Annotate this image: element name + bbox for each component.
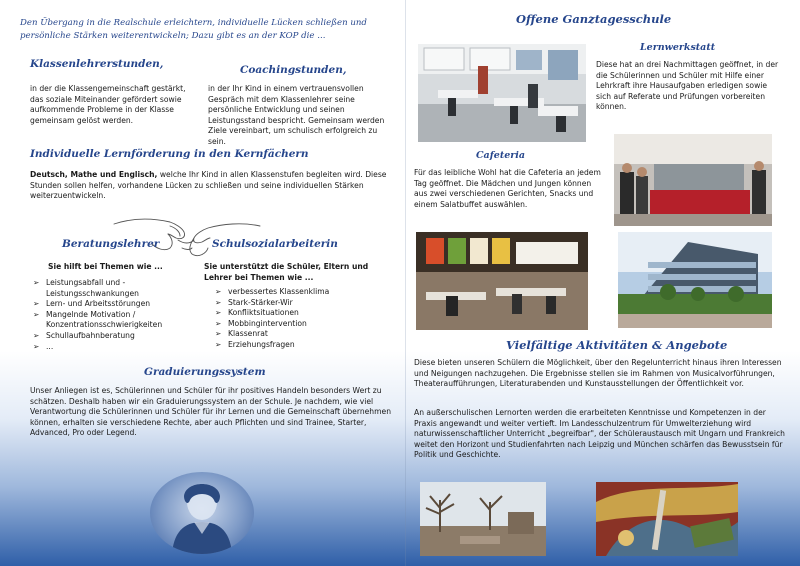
bullet-arrow-icon: ➢	[215, 287, 222, 296]
foerderung-body: welche Ihr Kind in allen Klassenstufen begleiten wird. Diese Stunden sollen helfen, vorhandene Lücken zu schließen und seine individuellen Stärken weiterzuentwickeln.	[30, 170, 387, 201]
bullet-arrow-icon: ➢	[33, 341, 40, 351]
sozial-subheading: Sie unterstützt die Schüler, Eltern und Lehrer bei Themen wie ...	[204, 262, 369, 282]
intro-text: Den Übergang in die Realschule erleichtern, individuelle Lücken schließen und persönliche Stärken weiterentwickeln; Dazu gibt es an der KOP die ...	[20, 17, 367, 41]
beratung-item: ➢ Schullaufbahnberatung	[33, 330, 135, 340]
bullet-arrow-icon: ➢	[33, 278, 40, 287]
sozial-item: ➢ verbessertes Klassenklima	[215, 287, 330, 296]
sozial-item: ➢ Mobbingintervention	[215, 318, 307, 328]
field-trip-photo	[420, 482, 546, 556]
page-fold	[405, 0, 406, 566]
aktivitaeten-text-1: Diese bieten unseren Schülern die Möglichkeit, über den Regelunterricht hinaus ihren Interessen und Neigungen nachzugehen. Die Ergebnisse stellen sie im Rahmen von Musicalvorführungen, Theateraufführungen, Literaturabenden und Kunstausstellungen der Öffentlichkeit vor.	[414, 358, 782, 389]
bullet-arrow-icon: ➢	[215, 308, 222, 318]
klassenlehrer-text: in der die Klassengemeinschaft gestärkt, das soziale Miteinander gefördert sowie aufkommende Probleme in der Klasse gemeinsam gelöst werden.	[30, 84, 186, 125]
cafeteria-counter-photo	[614, 134, 772, 226]
bullet-arrow-icon: ➢	[215, 339, 222, 349]
art-project-photo	[596, 482, 738, 556]
lernwerkstatt-photo	[418, 44, 586, 142]
sozial-item: ➢ Klassenrat	[215, 329, 268, 339]
beratung-subheading: Sie hilft bei Themen wie ...	[48, 262, 163, 271]
coaching-heading: Coachingstunden,	[240, 64, 347, 76]
sozial-item: ➢ Konfliktsituationen	[215, 308, 299, 318]
beratung-item: ➢ Mangelnde Motivation / Konzentrationsschwierigkeiten	[33, 309, 163, 330]
foerderung-subjects: Deutsch, Mathe und Englisch,	[30, 170, 158, 179]
bullet-arrow-icon: ➢	[33, 299, 40, 309]
copernicus-portrait	[150, 472, 254, 554]
bullet-arrow-icon: ➢	[215, 297, 222, 307]
klassenlehrer-heading: Klassenlehrerstunden,	[30, 58, 164, 70]
lernwerkstatt-heading: Lernwerkstatt	[640, 42, 716, 53]
sozial-list	[214, 287, 384, 351]
bullet-arrow-icon: ➢	[33, 309, 40, 319]
cafeteria-hall-photo	[416, 232, 588, 330]
foerderung-heading: Individuelle Lernförderung in den Kernfächern	[30, 148, 309, 160]
coaching-text: in der Ihr Kind in einem vertrauensvollen Gespräch mit dem Klassenlehrer seine persönliche Entwicklung und seinen Leistungsstand bespricht. Gemeinsam werden Ziele vereinbart, um schulisch erfolgreich zu sein.	[208, 84, 385, 146]
lernwerkstatt-text: Diese hat an drei Nachmittagen geöffnet, in der die Schülerinnen und Schüler mit Hilfe einer Lehrkraft ihre Hausaufgaben erledigen sowie sich auf Referate und Prüfungen vorbereiten können.	[596, 60, 779, 112]
beratung-heading: Beratungslehrer	[62, 238, 160, 250]
school-building-photo	[618, 232, 772, 328]
cafeteria-heading: Cafeteria	[476, 150, 526, 161]
bullet-arrow-icon: ➢	[215, 318, 222, 328]
beratung-item: ➢ ...	[33, 341, 54, 351]
bullet-arrow-icon: ➢	[33, 330, 40, 340]
sozial-heading: Schulsozialarbeiterin	[212, 238, 338, 250]
hands-illustration	[112, 204, 262, 262]
sozial-item: ➢ Erziehungsfragen	[215, 339, 295, 349]
graduierung-text: Unser Anliegen ist es, Schülerinnen und Schüler für ihr positives Handeln besonders Wert zu schätzen. Deshalb haben wir ein Graduierungssystem an der Schule. Je nachdem, wie viel Verantwortung die Schülerinnen und Schüler für ihr Lernen und die Gemeinschaft übernehmen können, erhalten sie verschiedene Rechte, aber auch Pflichten und sind Trainee, Starter, Advanced, Pro oder Legend.	[30, 386, 392, 438]
graduierung-heading: Graduierungssystem	[144, 366, 266, 378]
aktivitaeten-heading: Vielfältige Aktivitäten & Angebote	[506, 338, 728, 352]
ganztag-heading: Offene Ganztagesschule	[516, 12, 672, 26]
sozial-item: ➢ Stark-Stärker-Wir	[215, 297, 293, 307]
beratung-item: ➢ Lern- und Arbeitsstörungen	[33, 299, 151, 309]
beratung-list	[32, 278, 200, 352]
cafeteria-text: Für das leibliche Wohl hat die Cafeteria an jedem Tag geöffnet. Die Mädchen und Jungen können aus zwei verschiedenen Gerichten, Snacks und einem Salatbuffet auswählen.	[414, 168, 601, 209]
beratung-item: ➢ Leistungsabfall und - Leistungsschwankungen	[33, 278, 139, 298]
foerderung-text	[30, 170, 400, 202]
bullet-arrow-icon: ➢	[215, 329, 222, 339]
aktivitaeten-text-2: An außerschulischen Lernorten werden die erarbeiteten Kenntnisse und Kompetenzen in der Praxis angewandt und weiter vertieft. Im Landesschulzentrum für Umwelterziehung wird naturwissenschaftlicher Unterricht „begreifbar", der Schüleraustausch mit Ungarn und Frankreich weitet den Horizont und Studienfahrten nach Leipzig und München schärfen das Bewusstsein für Politik und Geschichte.	[414, 408, 785, 460]
